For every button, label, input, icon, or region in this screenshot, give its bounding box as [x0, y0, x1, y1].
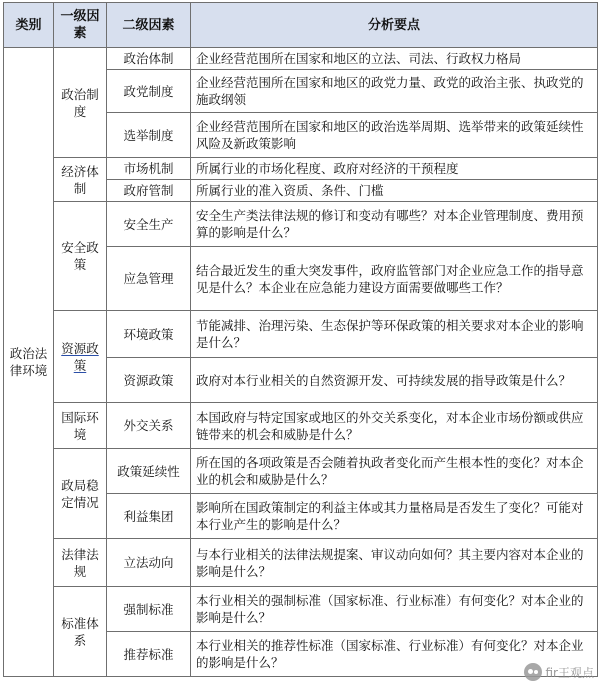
- level1-cell: 政局稳定情况: [54, 449, 107, 539]
- level2-cell: 政党制度: [107, 70, 191, 113]
- level2-cell: 立法动向: [107, 539, 191, 587]
- analysis-cell: 节能减排、治理污染、生态保护等环保政策的相关要求对本企业的影响是什么？: [191, 311, 598, 358]
- level1-cell: [54, 311, 107, 403]
- analysis-cell: 所在国的各项政策是否会随着执政者变化而产生根本性的变化？对本企业的机会和威胁是什么？: [191, 449, 598, 494]
- level2-cell: 推荐标准: [107, 632, 191, 677]
- analysis-cell: 本行业相关的推荐性标准（国家标准、行业标准）有何变化？对本企业的影响是什么？: [191, 632, 598, 677]
- analysis-table: [3, 2, 598, 677]
- header-level2: 二级因素: [107, 3, 191, 48]
- table-row: [4, 48, 598, 70]
- analysis-cell: 结合最近发生的重大突发事件，政府监管部门对企业应急工作的指导意见是什么？本企业在应急能力建设方面需要做哪些工作？: [191, 247, 598, 311]
- header-category: 类别: [4, 3, 54, 48]
- level2-cell: 政策延续性: [107, 449, 191, 494]
- analysis-cell: 所属行业的准入资质、条件、门槛: [191, 180, 598, 202]
- analysis-cell: 本国政府与特定国家或地区的外交关系变化，对本企业市场份额或供应链带来的机会和威胁是什么？: [191, 403, 598, 449]
- level2-cell: 环境政策: [107, 311, 191, 358]
- analysis-cell: 所属行业的市场化程度、政府对经济的干预程度: [191, 158, 598, 180]
- table-row: [4, 202, 598, 247]
- analysis-cell: 企业经营范围所在国家和地区的立法、司法、行政权力格局: [191, 48, 598, 70]
- table-row: [4, 158, 598, 180]
- table-row: [4, 539, 598, 587]
- level2-cell: 安全生产: [107, 202, 191, 247]
- table-header-row: [4, 3, 598, 48]
- analysis-cell: 与本行业相关的法律法规提案、审议动向如何？其主要内容对本企业的影响是什么？: [191, 539, 598, 587]
- analysis-cell: 企业经营范围所在国家和地区的政党力量、政党的政治主张、执政党的施政纲领: [191, 70, 598, 113]
- level2-cell: 应急管理: [107, 247, 191, 311]
- level2-cell: 强制标准: [107, 587, 191, 632]
- wechat-icon: [524, 663, 542, 681]
- header-level1: 一级因素: [54, 3, 107, 48]
- table-row: [4, 311, 598, 358]
- level2-cell: 政治体制: [107, 48, 191, 70]
- level1-cell: 标准体系: [54, 587, 107, 677]
- level1-label: 资源政策: [61, 340, 99, 373]
- analysis-cell: 政府对本行业相关的自然资源开发、可持续发展的指导政策是什么？: [191, 358, 598, 403]
- watermark: [524, 663, 595, 681]
- analysis-cell: 企业经营范围所在国家和地区的政治选举周期、选举带来的政策延续性风险及新政策影响: [191, 113, 598, 158]
- level2-cell: 外交关系: [107, 403, 191, 449]
- level2-cell: 市场机制: [107, 158, 191, 180]
- analysis-cell: 本行业相关的强制标准（国家标准、行业标准）有何变化？对本企业的影响是什么？: [191, 587, 598, 632]
- analysis-cell: 安全生产类法律法规的修订和变动有哪些？对本企业管理制度、费用预算的影响是什么？: [191, 202, 598, 247]
- table-row: [4, 587, 598, 632]
- level1-cell: 政治制度: [54, 48, 107, 158]
- level2-cell: 选举制度: [107, 113, 191, 158]
- level2-cell: 利益集团: [107, 494, 191, 539]
- level1-cell: 安全政策: [54, 202, 107, 311]
- analysis-cell: 影响所在国政策制定的利益主体或其力量格局是否发生了变化？可能对本行业产生的影响是什么？: [191, 494, 598, 539]
- header-analysis: 分析要点: [191, 3, 598, 48]
- level1-cell: 国际环境: [54, 403, 107, 449]
- level1-cell: 经济体制: [54, 158, 107, 202]
- watermark-label: fir王观点: [545, 665, 594, 680]
- level2-cell: 政府管制: [107, 180, 191, 202]
- category-cell: 政治法律环境: [4, 48, 54, 677]
- level1-cell: 法律法规: [54, 539, 107, 587]
- table-row: [4, 449, 598, 494]
- table-row: [4, 403, 598, 449]
- level2-cell: 资源政策: [107, 358, 191, 403]
